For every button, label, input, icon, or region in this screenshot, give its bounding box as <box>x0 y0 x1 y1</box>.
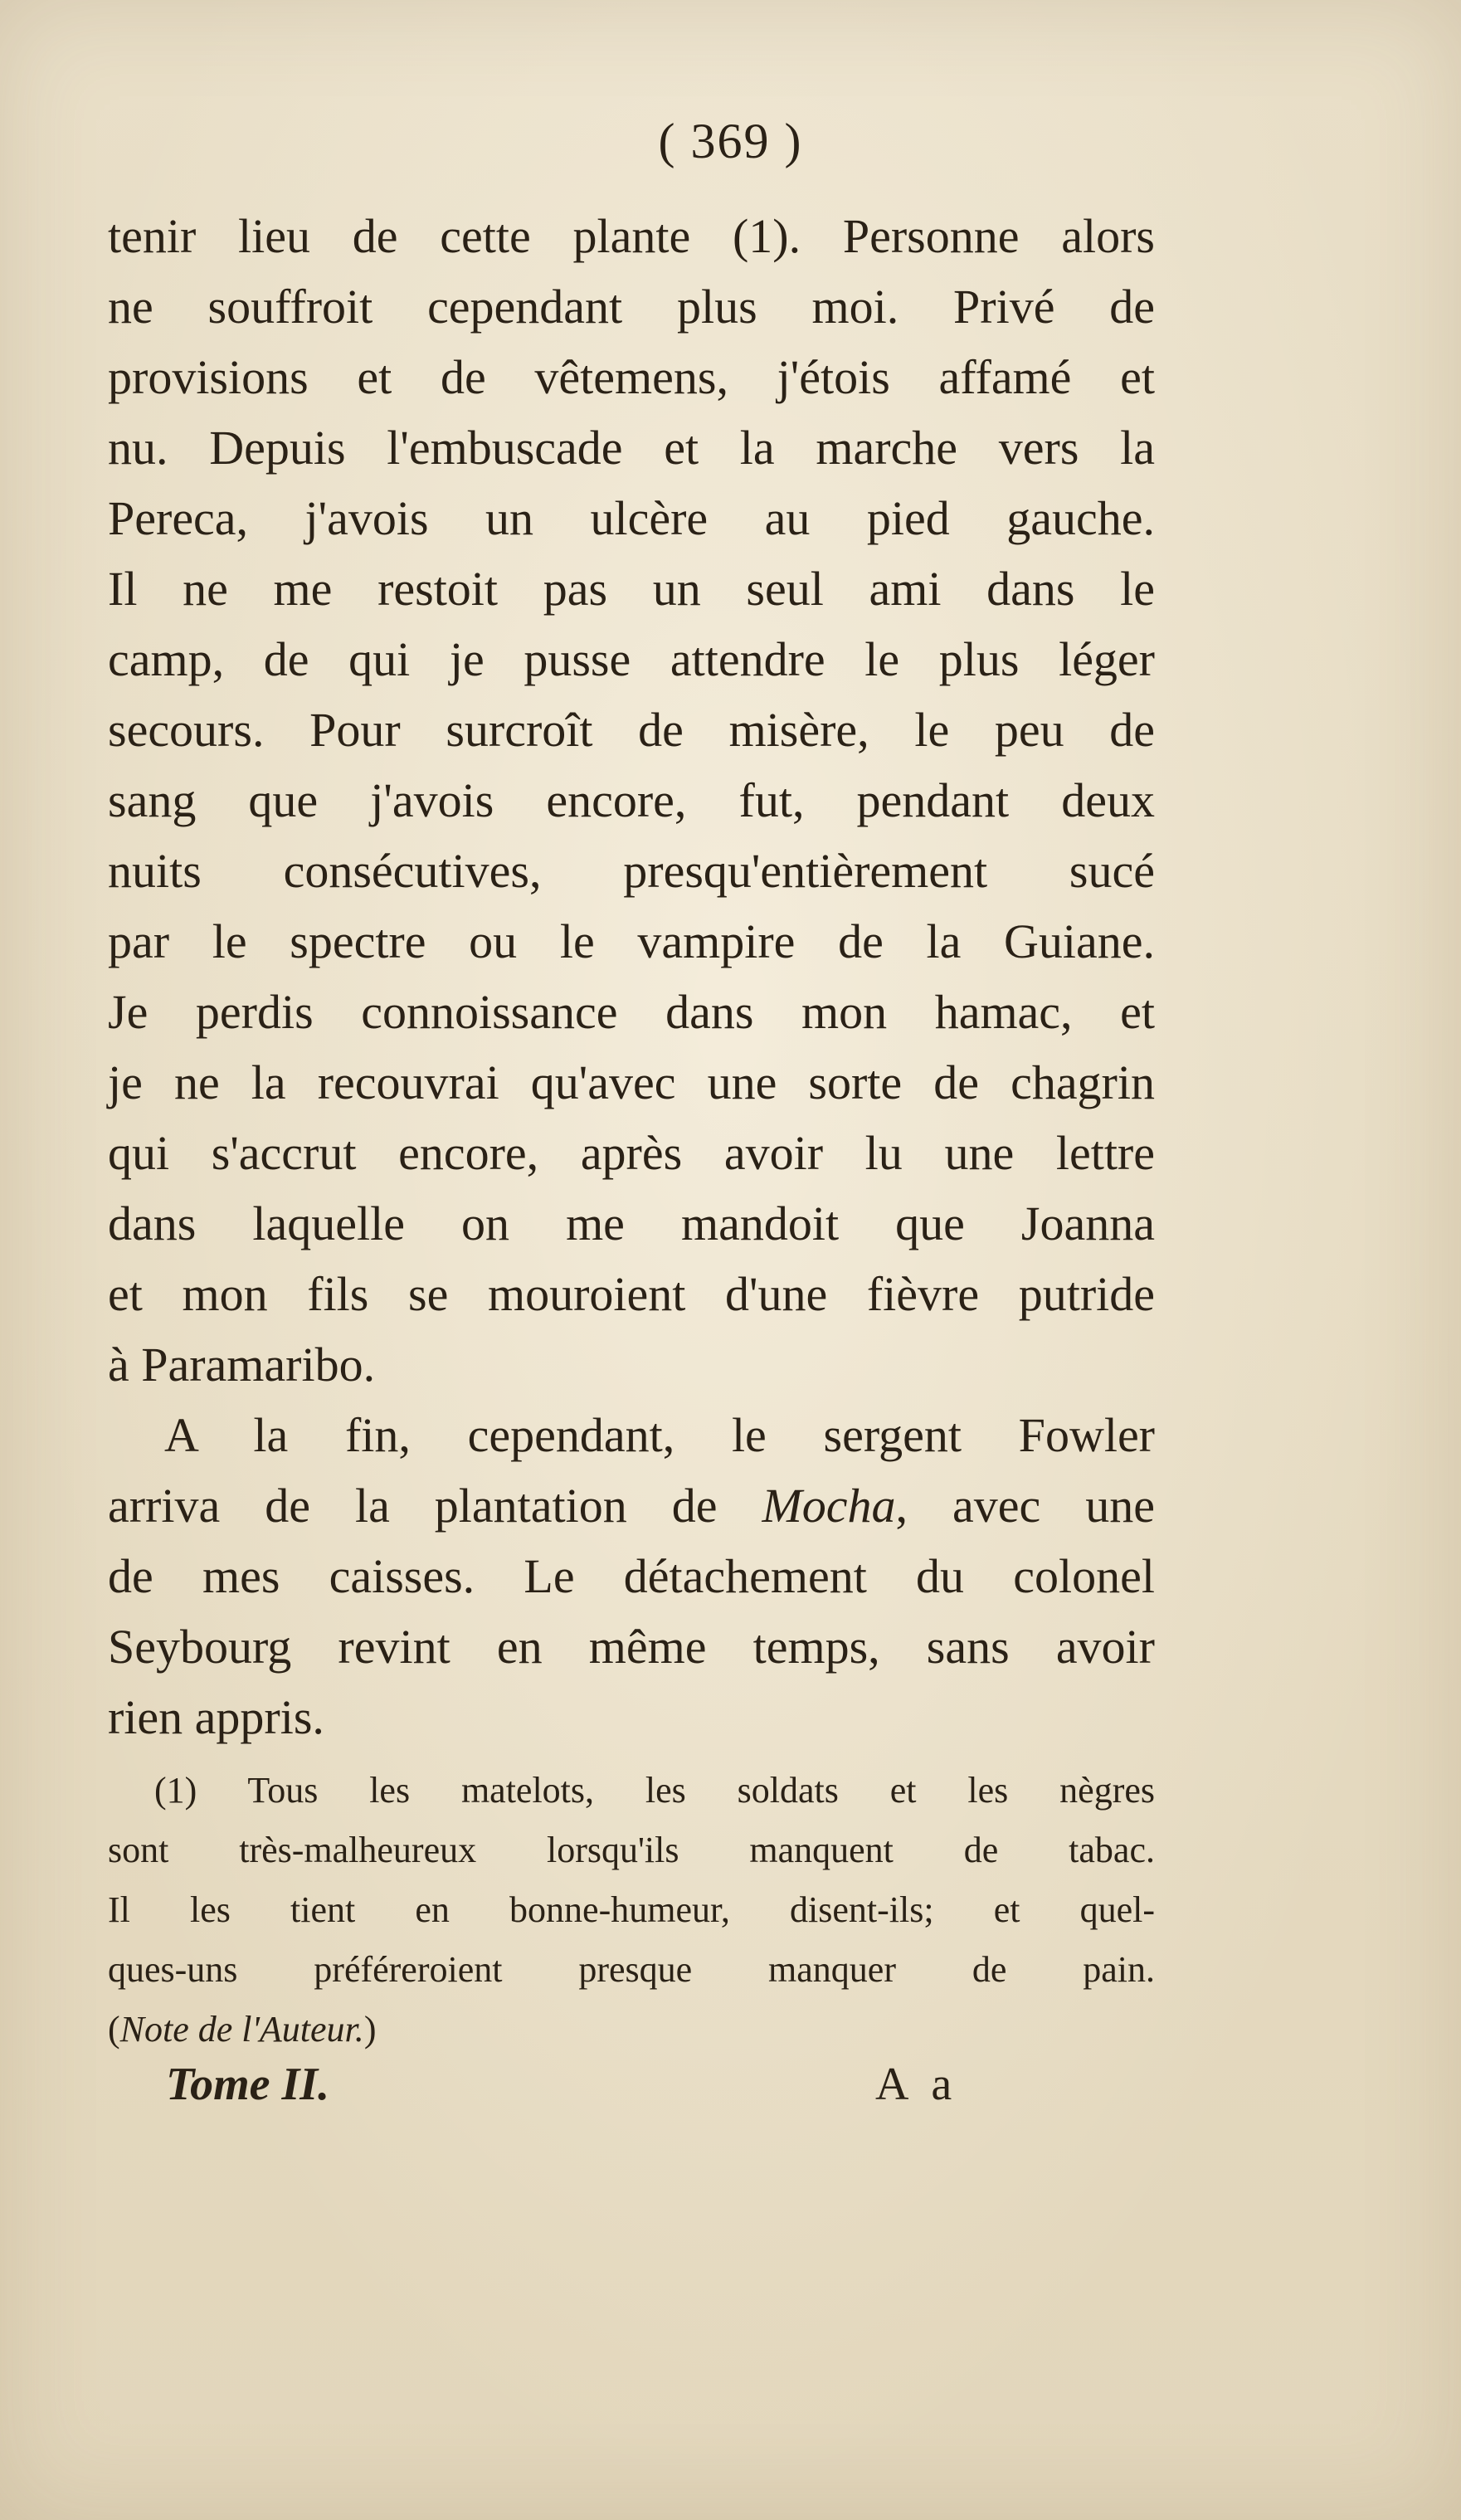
text-line: provisions et de vêtemens, j'étois affamé et <box>108 350 1155 404</box>
text-line: à Paramaribo. <box>108 1338 376 1392</box>
page-footer <box>166 2058 996 2124</box>
page-number: ( 369 ) <box>658 114 803 168</box>
footnote <box>108 1761 1155 2059</box>
text-line: nuits consécutives, presqu'entièrement sucé <box>108 844 1155 898</box>
text-line: Seybourg revint en même temps, sans avoir <box>108 1620 1155 1674</box>
text-line: ne souffroit cependant plus moi. Privé de <box>108 280 1155 334</box>
author-note: Note de l'Auteur. <box>119 2009 364 2050</box>
footnote-line <box>108 2000 1155 2059</box>
text-line: tenir lieu de cette plante (1). Personne alors <box>108 209 1155 263</box>
text-line: nu. Depuis l'embuscade et la marche vers la <box>108 421 1155 475</box>
text-run: ) <box>363 2009 377 2050</box>
text-line: A la fin, cependant, le sergent Fowler <box>164 1408 1155 1462</box>
text-line: camp, de qui je pusse attendre le plus léger <box>108 632 1155 686</box>
signature-mark: A a <box>875 2059 959 2110</box>
text-line: Je perdis connoissance dans mon hamac, et <box>108 985 1155 1039</box>
footnote-line: ques-uns préféreroient presque manquer de pain. <box>108 1949 1155 1990</box>
text-run: ( <box>108 2009 120 2050</box>
text-line-with-italic <box>108 1470 1155 1541</box>
text-line: secours. Pour surcroît de misère, le peu de <box>108 703 1155 757</box>
text-line: Il ne me restoit pas un seul ami dans le <box>108 562 1155 616</box>
main-text <box>108 201 1155 1752</box>
text-line: de mes caisses. Le détachement du colonel <box>108 1549 1155 1603</box>
text-line: dans laquelle on me mandoit que Joanna <box>108 1197 1155 1250</box>
footnote-line: (1) Tous les matelots, les soldats et les nègres <box>154 1770 1155 1811</box>
text-run: , avec une <box>895 1479 1155 1533</box>
text-line: Pereca, j'avois un ulcère au pied gauche. <box>108 491 1155 545</box>
text-line: par le spectre ou le vampire de la Guiane. <box>108 914 1155 968</box>
text-line: et mon fils se mouroient d'une fièvre putride <box>108 1267 1155 1321</box>
text-line: qui s'accrut encore, après avoir lu une lettre <box>108 1126 1155 1180</box>
text-line: rien appris. <box>108 1690 324 1744</box>
text-line: sang que j'avois encore, fut, pendant deux <box>108 773 1155 827</box>
italic-place-name: Mocha <box>762 1479 896 1533</box>
footnote-line: Il les tient en bonne-humeur, disent-ils; et quel- <box>108 1889 1155 1930</box>
text-line: je ne la recouvrai qu'avec une sorte de chagrin <box>108 1055 1155 1109</box>
footnote-line: sont très-malheureux lorsqu'ils manquent de tabac. <box>108 1830 1155 1870</box>
volume-label: Tome II. <box>166 2059 330 2110</box>
text-run: arriva de la plantation de <box>108 1479 762 1533</box>
